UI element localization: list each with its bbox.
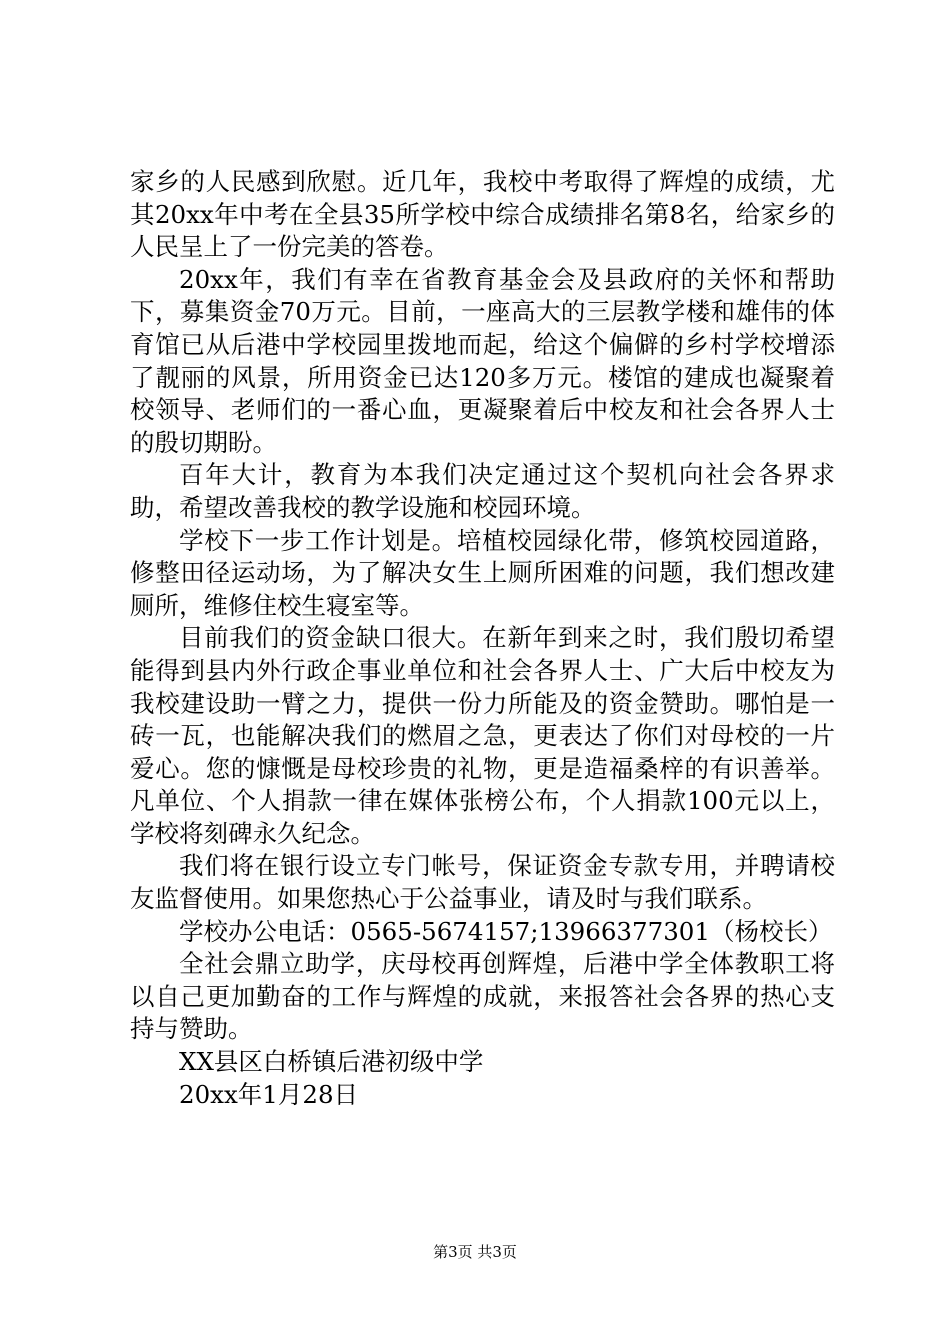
paragraph-closing: 全社会鼎立助学，庆母校再创辉煌，后港中学全体教职工将以自己更加勤奋的工作与辉煌的成就，来报答社会各界的热心支持与赞助。: [130, 949, 835, 1044]
paragraph-work-plan: 学校下一步工作计划是。培植校园绿化带，修筑校园道路，修整田径运动场，为了解决女生上厕所困难的问题，我们想改建厕所，维修住校生寝室等。: [130, 525, 835, 620]
paragraph-appeal: 百年大计，教育为本我们决定通过这个契机向社会各界求助，希望改善我校的教学设施和校园环境。: [130, 460, 835, 522]
signature-date: 20xx年1月28日: [179, 1079, 359, 1109]
page-number-footer: 第3页 共3页: [433, 1243, 517, 1261]
paragraph-continuation: 家乡的人民感到欣慰。近几年，我校中考取得了辉煌的成绩，尤其20xx年中考在全县35所学校中综合成绩排名第8名，给家乡的人民呈上了一份完美的答卷。: [130, 167, 835, 262]
signature-school: XX县区白桥镇后港初级中学: [179, 1047, 484, 1077]
document-body: [130, 166, 835, 1111]
paragraph-fundraising: 20xx年，我们有幸在省教育基金会及县政府的关怀和帮助下，募集资金70万元。目前，一座高大的三层教学楼和雄伟的体育馆已从后港中学校园里拨地而起，给这个偏僻的乡村学校增添了靓丽的风景，所用资金已达120多万元。楼馆的建成也凝聚着校领导、老师们的一番心血，更凝聚着后中校友和社会各界人士的殷切期盼。: [130, 264, 835, 457]
paragraph-contact-phone: 学校办公电话：0565-5674157;13966377301（杨校长）: [179, 916, 833, 946]
paragraph-funding-gap: 目前我们的资金缺口很大。在新年到来之时，我们殷切希望能得到县内外行政企事业单位和社会各界人士、广大后中校友为我校建设助一臂之力，提供一份力所能及的资金赞助。哪怕是一砖一瓦，也能解决我们的燃眉之急，更表达了你们对母校的一片爱心。您的慷慨是母校珍贵的礼物，更是造福桑梓的有识善举。凡单位、个人捐款一律在媒体张榜公布，个人捐款100元以上，学校将刻碑永久纪念。: [130, 623, 835, 848]
paragraph-bank-account: 我们将在银行设立专门帐号，保证资金专款专用，并聘请校友监督使用。如果您热心于公益事业，请及时与我们联系。: [130, 851, 835, 914]
